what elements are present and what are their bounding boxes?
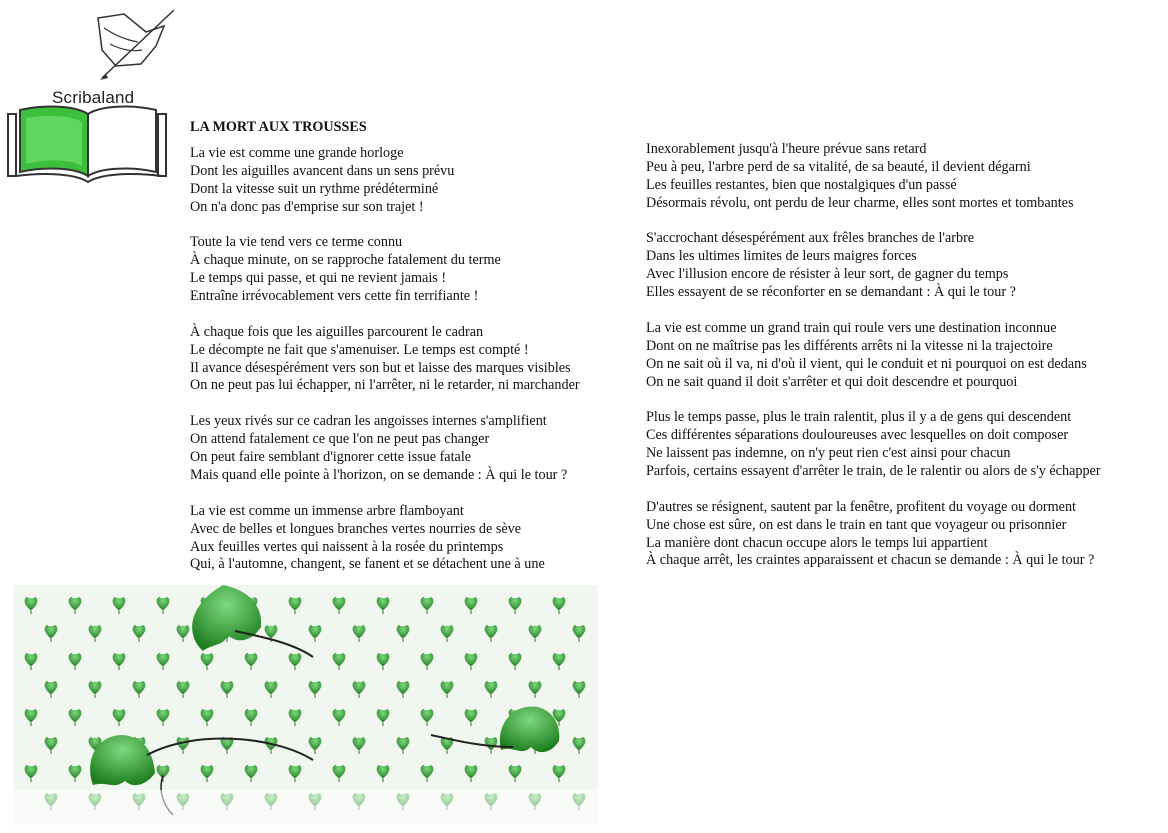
poem-line: Le décompte ne fait que s'amenuiser. Le temps est compté !	[190, 341, 529, 358]
poem-column-2	[646, 141, 1101, 588]
poem-line: À chaque arrêt, les craintes apparaissent et chacun se demande : À qui le tour ?	[646, 552, 1095, 569]
poem-line: D'autres se résignent, sautent par la fenêtre, profitent du voyage ou dorment	[646, 498, 1077, 515]
poem-line: Avec l'illusion encore de résister à leur sort, de gagner du temps	[646, 266, 1009, 283]
poem-line: La vie est comme un grand train qui roule vers une destination inconnue	[646, 319, 1057, 336]
scribaland-logo[interactable]	[6, 6, 174, 184]
stanza	[190, 324, 580, 396]
poem-line: La vie est comme un immense arbre flamboyant	[190, 502, 464, 519]
poem-line: Dans les ultimes limites de leurs maigres forces	[646, 248, 917, 265]
poem-line: Le temps qui passe, et qui ne revient jamais !	[190, 270, 447, 287]
poem-line: Dont on ne maîtrise pas les différents arrêts ni la vitesse ni la trajectoire	[646, 337, 1053, 354]
poem-line: Dont les aiguilles avancent dans un sens prévu	[190, 162, 455, 179]
poem-line: On attend fatalement ce que l'on ne peut pas changer	[190, 431, 490, 448]
stanza	[190, 503, 580, 575]
poem-line: Une chose est sûre, on est dans le train en tant que voyageur ou prisonnier	[646, 516, 1067, 533]
poem-line: Il avance désespérément vers son but et laisse des marques visibles	[190, 359, 571, 376]
poem-title: LA MORT AUX TROUSSES	[190, 119, 367, 135]
stanza	[646, 499, 1101, 571]
poem-line: Désormais révolu, ont perdu de leur charme, elles sont mortes et tombantes	[646, 194, 1074, 211]
ginkgo-leaves-illustration	[13, 585, 598, 825]
poem-line: Ne laissent pas indemne, on n'y peut rien c'est ainsi pour chacun	[646, 445, 1011, 462]
poem-line: Dont la vitesse suit un rythme prédéterminé	[190, 180, 439, 197]
poem-line: Plus le temps passe, plus le train ralentit, plus il y a de gens qui descendent	[646, 409, 1072, 426]
poem-line: On n'a donc pas d'emprise sur son trajet !	[190, 198, 424, 215]
poem-line: Entraîne irrévocablement vers cette fin terrifiante !	[190, 288, 479, 305]
poem-line: S'accrochant désespérément aux frêles branches de l'arbre	[646, 230, 975, 247]
poem-line: Ces différentes séparations douloureuses avec lesquelles on doit composer	[646, 427, 1069, 444]
poem-line: Elles essayent de se réconforter en se demandant : À qui le tour ?	[646, 284, 1016, 301]
poem-line: On ne sait quand il doit s'arrêter et qui doit descendre et pourquoi	[646, 373, 1018, 390]
stanza	[190, 145, 580, 217]
poem-line: Qui, à l'automne, changent, se fanent et se détachent une à une	[190, 556, 545, 573]
poem-column-1	[190, 119, 580, 592]
stanza	[646, 230, 1101, 302]
poem-line: On peut faire semblant d'ignorer cette issue fatale	[190, 449, 472, 466]
poem-line: Inexorablement jusqu'à l'heure prévue sans retard	[646, 141, 927, 157]
stanza	[190, 413, 580, 485]
poem-line: À chaque minute, on se rapproche fatalement du terme	[190, 252, 501, 269]
poem-line: On ne sait où il va, ni d'où il vient, qui le conduit et ni pourquoi on est dedans	[646, 355, 1087, 372]
poem-line: Les feuilles restantes, bien que nostalgiques d'un passé	[646, 176, 957, 193]
poem-line: Les yeux rivés sur ce cadran les angoisses internes s'amplifient	[190, 413, 547, 430]
logo-text: Scribaland	[52, 88, 135, 107]
poem-line: Peu à peu, l'arbre perd de sa vitalité, de sa beauté, il devient dégarni	[646, 158, 1031, 175]
poem-line: On ne peut pas lui échapper, ni l'arrêter, ni le retarder, ni marchander	[190, 377, 580, 394]
poem-line: Aux feuilles vertes qui naissent à la rosée du printemps	[190, 538, 504, 555]
open-book-icon	[6, 104, 174, 184]
poem-line: Parfois, certains essayent d'arrêter le train, de le ralentir ou alors de s'y échapper	[646, 463, 1101, 480]
poem-line: Toute la vie tend vers ce terme connu	[190, 234, 403, 251]
stanza	[646, 320, 1101, 392]
stanza	[190, 234, 580, 306]
poem-line: Avec de belles et longues branches vertes nourries de sève	[190, 520, 522, 537]
stanza	[646, 409, 1101, 481]
stanza	[646, 141, 1101, 213]
poem-line: La manière dont chacun occupe alors le temps lui appartient	[646, 534, 988, 551]
poem-line: Mais quand elle pointe à l'horizon, on se demande : À qui le tour ?	[190, 466, 568, 483]
poem-line: La vie est comme une grande horloge	[190, 144, 404, 161]
poem-line: À chaque fois que les aiguilles parcourent le cadran	[190, 323, 484, 340]
